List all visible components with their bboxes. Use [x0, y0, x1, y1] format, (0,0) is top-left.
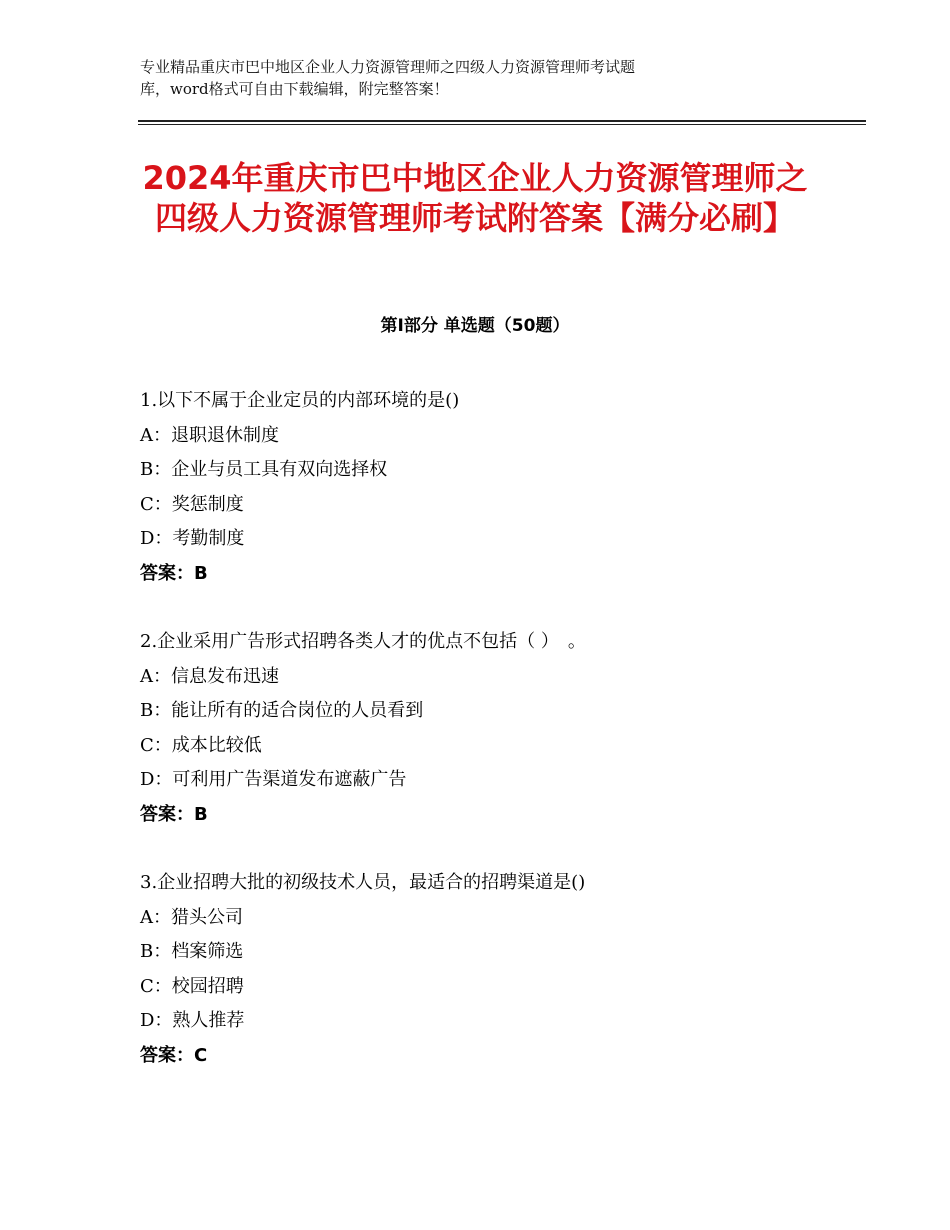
- answer-label: 答案：B: [140, 562, 208, 584]
- option-a: A：信息发布迅速: [140, 665, 279, 687]
- header-note: 专业精品重庆市巴中地区企业人力资源管理师之四级人力资源管理师考试题 库，word格式可自由下载编辑，附完整答案！: [140, 58, 636, 98]
- option-a: A：猎头公司: [140, 906, 243, 928]
- document-title: 2024年重庆市巴中地区企业人力资源管理师之四级人力资源管理师考试附答案【满分必刷】: [142, 159, 808, 237]
- question-stem: 3.企业招聘大批的初级技术人员，最适合的招聘渠道是(): [140, 872, 586, 893]
- answer-label: 答案：C: [140, 1044, 208, 1066]
- question-2: [140, 625, 840, 832]
- option-c: C：校园招聘: [140, 975, 244, 997]
- option-c: C：奖惩制度: [140, 493, 244, 515]
- option-d: D：考勤制度: [140, 528, 245, 549]
- option-a: A：退职退休制度: [140, 424, 279, 446]
- option-c: C：成本比较低: [140, 734, 262, 756]
- question-list: [140, 384, 840, 1107]
- option-d: D：可利用广告渠道发布遮蔽广告: [140, 769, 407, 790]
- question-stem: 2.企业采用广告形式招聘各类人才的优点不包括（ ） 。: [140, 631, 586, 652]
- question-1: [140, 384, 840, 591]
- question-3: [140, 866, 840, 1073]
- option-b: B：能让所有的适合岗位的人员看到: [140, 700, 424, 721]
- question-stem: 1.以下不属于企业定员的内部环境的是(): [140, 390, 460, 411]
- answer-label: 答案：B: [140, 803, 208, 825]
- option-b: B：企业与员工具有双向选择权: [140, 459, 388, 480]
- option-d: D：熟人推荐: [140, 1010, 245, 1031]
- section-heading: 第Ⅰ部分 单选题（50题）: [380, 316, 570, 336]
- header-divider: [138, 120, 866, 125]
- option-b: B：档案筛选: [140, 941, 244, 962]
